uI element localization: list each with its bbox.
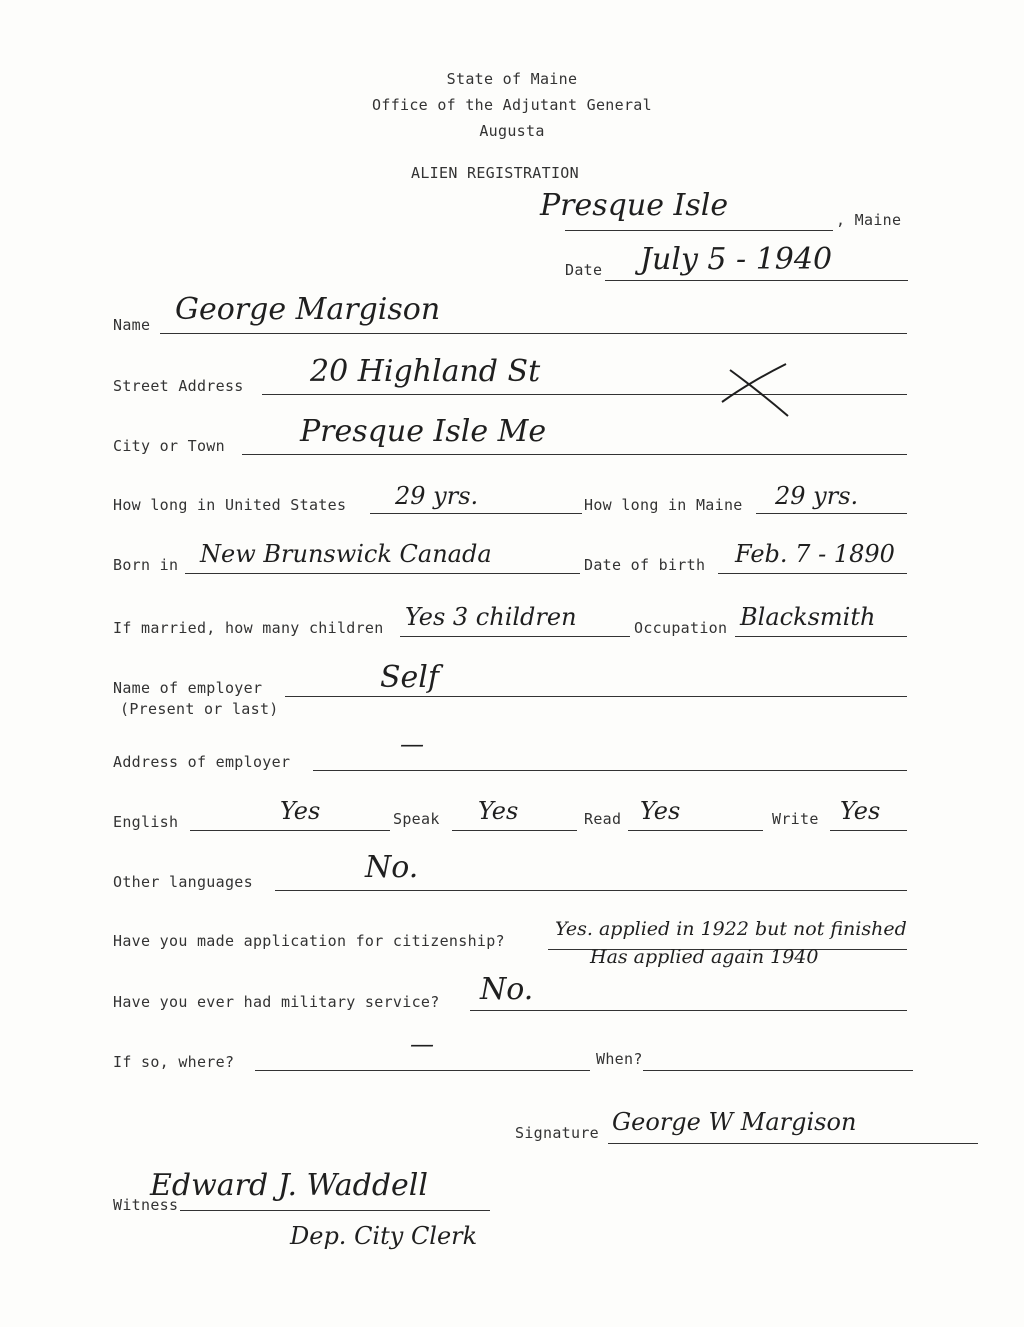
write-line bbox=[830, 830, 907, 831]
employer-address-label: Address of employer bbox=[113, 753, 291, 771]
military-line bbox=[470, 1010, 907, 1011]
street-value: 20 Highland St bbox=[310, 354, 541, 389]
how-long-maine-line bbox=[756, 513, 907, 514]
witness-line bbox=[180, 1210, 490, 1211]
other-languages-label: Other languages bbox=[113, 873, 253, 891]
location-handwritten: Presque Isle bbox=[540, 188, 729, 223]
speak-line bbox=[452, 830, 577, 831]
dob-label: Date of birth bbox=[584, 556, 706, 574]
dob-value: Feb. 7 - 1890 bbox=[735, 540, 895, 568]
form-title: ALIEN REGISTRATION bbox=[411, 164, 579, 182]
other-languages-line bbox=[275, 890, 907, 891]
how-long-us-value: 29 yrs. bbox=[395, 482, 479, 510]
where-label: If so, where? bbox=[113, 1053, 235, 1071]
how-long-maine-label: How long in Maine bbox=[584, 496, 743, 514]
date-line bbox=[605, 280, 908, 281]
name-label: Name bbox=[113, 316, 151, 334]
born-in-label: Born in bbox=[113, 556, 179, 574]
employer-line bbox=[285, 696, 907, 697]
signature-value: George W Margison bbox=[612, 1108, 857, 1136]
employer-address-value: — bbox=[400, 730, 424, 758]
how-long-us-line bbox=[370, 513, 582, 514]
citizenship-value-line1: Yes. applied in 1922 but not finished bbox=[555, 918, 907, 940]
military-label: Have you ever had military service? bbox=[113, 993, 440, 1011]
children-line bbox=[400, 636, 630, 637]
employer-label: Name of employer bbox=[113, 679, 263, 697]
citizenship-label: Have you made application for citizenship? bbox=[113, 932, 505, 950]
read-label: Read bbox=[584, 810, 622, 828]
location-line bbox=[565, 230, 833, 231]
city-label: City or Town bbox=[113, 437, 225, 455]
city-value: Presque Isle Me bbox=[300, 414, 547, 449]
employer-sublabel: (Present or last) bbox=[120, 700, 279, 718]
english-line bbox=[190, 830, 390, 831]
when-line bbox=[643, 1070, 913, 1071]
signature-line bbox=[608, 1143, 978, 1144]
citizenship-value-line2: Has applied again 1940 bbox=[590, 946, 819, 968]
witness-label: Witness bbox=[113, 1196, 179, 1214]
employer-address-line bbox=[313, 770, 907, 771]
born-in-line bbox=[185, 573, 580, 574]
children-value: Yes 3 children bbox=[405, 603, 577, 631]
speak-value: Yes bbox=[478, 797, 519, 825]
english-value: Yes bbox=[280, 797, 321, 825]
write-value: Yes bbox=[840, 797, 881, 825]
how-long-us-label: How long in United States bbox=[113, 496, 347, 514]
read-value: Yes bbox=[640, 797, 681, 825]
other-languages-value: No. bbox=[365, 850, 419, 885]
city-line bbox=[242, 454, 907, 455]
location-suffix: , Maine bbox=[836, 211, 902, 229]
date-label: Date bbox=[565, 261, 603, 279]
street-label: Street Address bbox=[113, 377, 244, 395]
street-strike-mark bbox=[720, 362, 790, 422]
how-long-maine-value: 29 yrs. bbox=[775, 482, 859, 510]
dob-line bbox=[718, 573, 907, 574]
occupation-label: Occupation bbox=[634, 619, 728, 637]
where-line bbox=[255, 1070, 590, 1071]
street-line bbox=[262, 394, 907, 395]
witness-value: Edward J. Waddell bbox=[150, 1168, 428, 1203]
read-line bbox=[628, 830, 763, 831]
when-label: When? bbox=[596, 1050, 643, 1068]
date-handwritten: July 5 - 1940 bbox=[640, 242, 833, 277]
name-line bbox=[160, 333, 907, 334]
speak-label: Speak bbox=[393, 810, 440, 828]
born-in-value: New Brunswick Canada bbox=[200, 540, 492, 568]
write-label: Write bbox=[772, 810, 819, 828]
header-office: Office of the Adjutant General bbox=[372, 96, 652, 114]
military-value: No. bbox=[480, 972, 534, 1007]
signature-label: Signature bbox=[515, 1124, 599, 1142]
english-label: English bbox=[113, 813, 179, 831]
header-state: State of Maine bbox=[446, 70, 578, 88]
employer-value: Self bbox=[380, 660, 440, 695]
occupation-line bbox=[735, 636, 907, 637]
name-value: George Margison bbox=[175, 292, 441, 327]
header-city: Augusta bbox=[479, 122, 545, 140]
witness-title: Dep. City Clerk bbox=[290, 1222, 478, 1250]
children-label: If married, how many children bbox=[113, 619, 384, 637]
occupation-value: Blacksmith bbox=[740, 603, 876, 631]
where-value: — bbox=[410, 1030, 434, 1058]
